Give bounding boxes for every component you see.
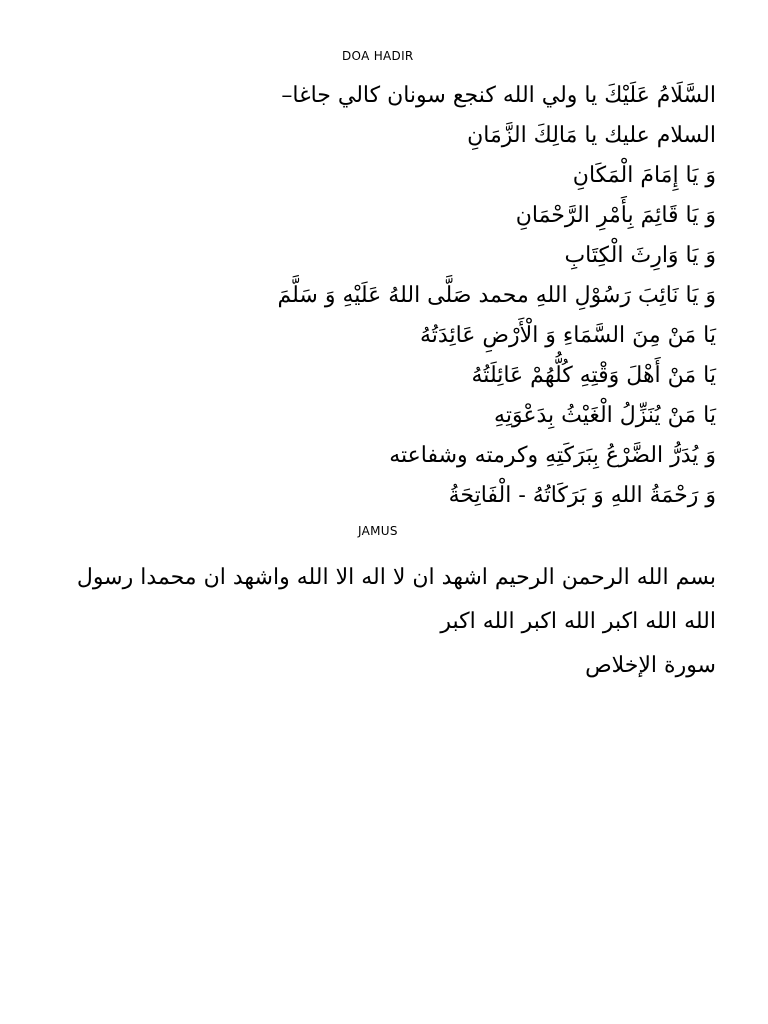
text-line: السلام عليك يا مَالِكَ الزَّمَانِ <box>467 123 716 148</box>
text-line: يَا مَنْ أَهْلَ وَقْتِهِ كُلُّهُمْ عَائِلَتُهُ <box>471 363 716 388</box>
text-line: يَا مَنْ مِنَ السَّمَاءِ وَ الْأَرْضِ عَائِدَتُهُ <box>420 323 716 348</box>
doa-hadir-text <box>56 76 716 516</box>
text-line: وَ يَا وَارِثَ الْكِتَابِ <box>564 243 716 268</box>
text-line: سورة الإخلاص <box>585 653 716 678</box>
text-line: وَ يُدَرُّ الضَّرْعُ بِبَرَكَتِهِ وكرمته وشفاعته <box>389 443 716 468</box>
text-line: وَ يَا قَائِمَ بِأَمْرِ الرَّحْمَانِ <box>515 203 716 228</box>
text-line: يَا مَنْ يُنَزِّلُ الْغَيْثُ بِدَعْوَتِهِ <box>494 403 716 428</box>
section-heading-jamus: JAMUS <box>358 524 398 538</box>
section-heading-doa-hadir: DOA HADIR <box>342 49 414 63</box>
text-line: وَ يَا إِمَامَ الْمَكَانِ <box>572 163 716 188</box>
jamus-text <box>66 556 716 688</box>
text-line: وَ رَحْمَةُ اللهِ وَ بَرَكَاتُهُ - الْفَاتِحَةُ <box>448 483 716 508</box>
text-line: بسم الله الرحمن الرحيم اشهد ان لا اله الا الله واشهد ان محمدا رسول الله الله اكبر الله اكبر الله اكبر <box>76 565 716 634</box>
text-line: السَّلَامُ عَلَيْكَ يا ولي الله كنجع سونان كالي جاغا– <box>281 83 716 108</box>
text-line: وَ يَا نَائِبَ رَسُوْلِ اللهِ محمد صَلَّى اللهُ عَلَيْهِ وَ سَلَّمَ <box>277 283 716 308</box>
